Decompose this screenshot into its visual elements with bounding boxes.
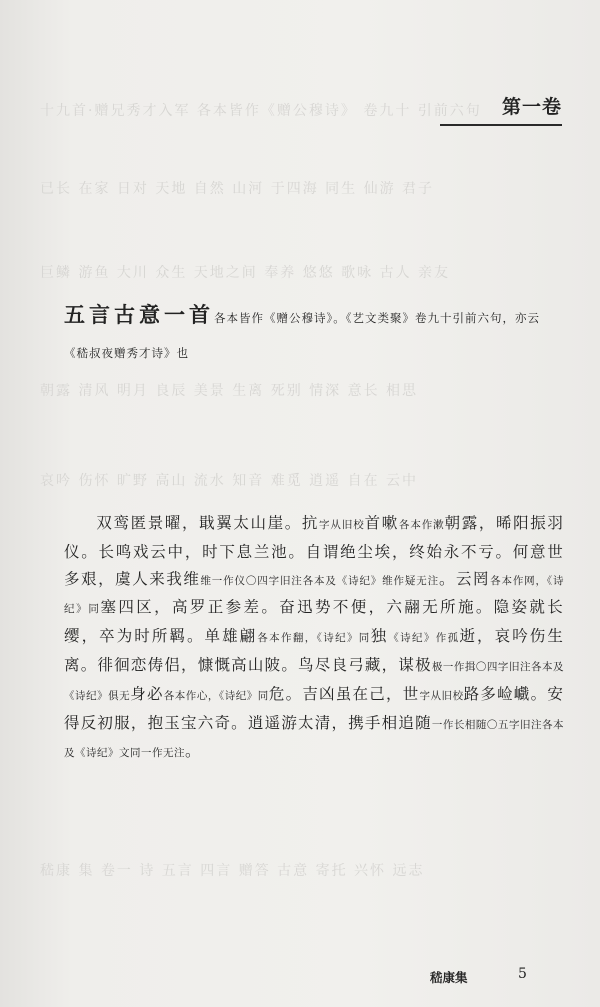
- body-annotation: 各本作心，《诗纪》同: [163, 689, 269, 702]
- body-annotation: 字从旧校: [419, 689, 464, 702]
- body-segment: 双鸾匿景曜，戢翼太山崖。抗: [96, 514, 319, 532]
- body-segment: 。: [185, 742, 202, 761]
- body-annotation: 字从旧校: [318, 519, 365, 531]
- body-annotation: 极一作揖〇四字旧注各本及《诗纪》俱无: [64, 660, 565, 702]
- body-segment: 塞四区，高罗正参差。奋迅势不便，六翮无所施。隐姿就长缨，卒为时所羁。单雄翩: [64, 598, 565, 646]
- bleed-through-text: 朝露 清风 明月 良辰 美景 生离 死别 情深 意长 相思: [40, 383, 419, 399]
- bleed-through-text: 巨鳞 游鱼 大川 众生 天地之间 奉养 悠悠 歌咏 古人 亲友: [40, 265, 451, 281]
- poem-title-note: 各本皆作《赠公穆诗》。《艺文类聚》卷九十引前六句，亦云《嵇叔夜赠秀才诗》也: [64, 311, 540, 360]
- bleed-through-text: 嵇康 集 卷一 诗 五言 四言 赠答 古意 寄托 兴怀 远志: [40, 863, 425, 879]
- body-annotation: 《诗纪》作孤: [388, 632, 460, 645]
- body-segment: 逝，哀吟伤生离。徘徊恋俦侣，慷慨高山陂。鸟尽良弓藏，谋极: [64, 627, 565, 674]
- poem-heading: [64, 298, 564, 370]
- body-annotation: 一作长相随〇五字旧注各本及《诗纪》文同一作无注: [64, 718, 565, 760]
- body-segment: 路多崄巇。安得反初服，抱玉宝六奇。逍遥游太清，携手相追随: [64, 684, 565, 732]
- bleed-through-text: 十九首·赠兄秀才入军 各本皆作《赠公穆诗》 卷九十 引前六句: [40, 103, 482, 119]
- poem-title: 五言古意一首: [64, 302, 214, 327]
- body-segment: 独: [370, 627, 389, 646]
- body-annotation: 各本作翻，《诗纪》同: [257, 632, 371, 645]
- body-segment: 身必: [130, 684, 164, 703]
- running-footer-book-name: 嵇康集: [430, 970, 468, 985]
- body-segment: 首嗽: [364, 514, 399, 532]
- volume-title-underline: [440, 124, 562, 126]
- volume-title: 第一卷: [502, 96, 563, 118]
- body-annotation: 各本作网，《诗纪》同: [64, 574, 564, 616]
- poem-body: [64, 510, 564, 767]
- bleed-through-text: 已长 在家 日对 天地 自然 山河 于四海 同生 仙游 君子: [40, 181, 435, 197]
- body-segment: 。云罔: [438, 569, 491, 588]
- body-segment: 危。吉凶虽在己，世: [268, 684, 420, 703]
- body-segment: 朝露，晞阳振羽仪。长鸣戏云中，时下息兰池。自谓绝尘埃，终始永不亏。何意世多艰，虞人来我维: [64, 514, 565, 588]
- bleed-through-text: 哀吟 伤怀 旷野 高山 流水 知音 难觅 逍遥 自在 云中: [40, 473, 419, 489]
- body-annotation: 各本作漱: [398, 519, 445, 531]
- page-number: 5: [518, 966, 527, 982]
- body-annotation: 维一作仪〇四字旧注各本及《诗纪》维作疑无注: [200, 574, 439, 587]
